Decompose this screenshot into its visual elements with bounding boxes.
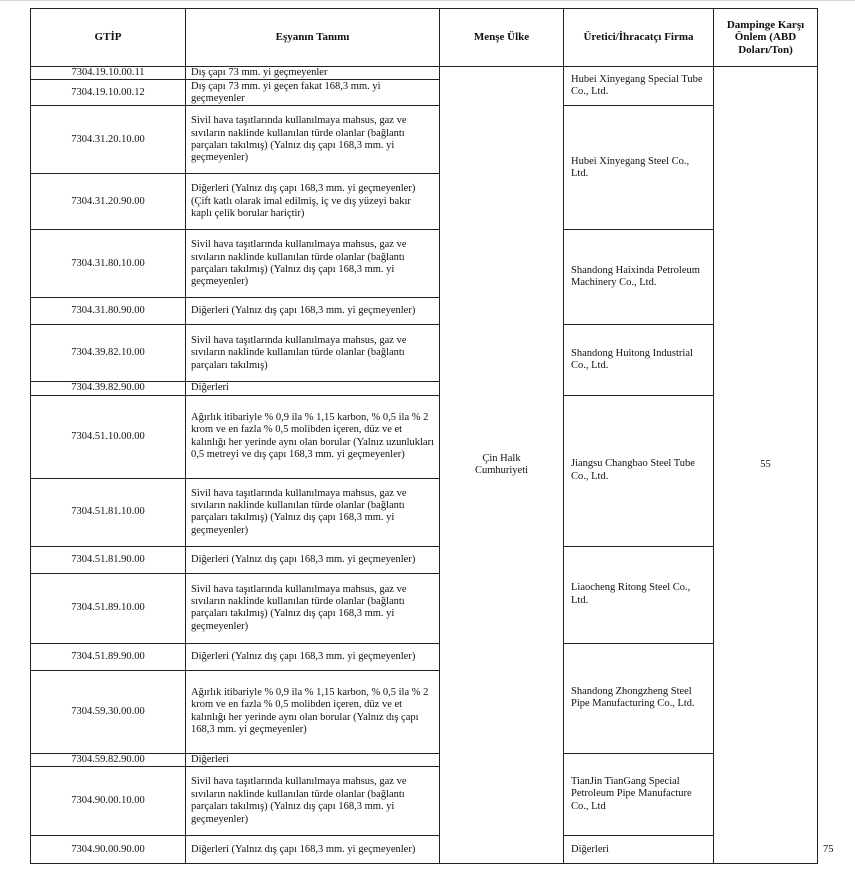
top-rule — [0, 0, 855, 1]
description: Diğerleri (Yalnız dış çapı 168,3 mm. yi geçmeyenler) — [186, 836, 440, 864]
description: Diğerleri (Yalnız dış çapı 168,3 mm. yi geçmeyenler) (Çift katlı olarak imal edilmiş, iç ve dış yüzeyi bakır kaplı çelik borular hariçtir) — [186, 174, 440, 230]
firm-name: Liaocheng Ritong Steel Co., Ltd. — [564, 546, 714, 643]
table-row — [31, 395, 818, 478]
gtip-code: 7304.90.00.10.00 — [31, 767, 186, 836]
gtip-code: 7304.19.10.00.11 — [31, 67, 186, 80]
table-row — [31, 67, 818, 80]
description: Sivil hava taşıtlarında kullanılmaya mahsus, gaz ve sıvıların naklinde kullanılan türde olanlar (bağlantı parçaları takılmış) (Yalnız dış çapı 168,3 mm. yi geçmeyenler) — [186, 230, 440, 298]
description: Dış çapı 73 mm. yi geçmeyenler — [186, 67, 440, 80]
description: Sivil hava taşıtlarında kullanılmaya mahsus, gaz ve sıvıların naklinde kullanılan türde olanlar (bağlantı parçaları takılmış) (Yalnız dış çapı 168,3 mm. yi geçmeyenler) — [186, 106, 440, 174]
description: Ağırlık itibariyle % 0,9 ila % 1,15 karbon, % 0,5 ila % 2 krom ve en fazla % 0,5 molibden içeren, düz ve et kalınlığı her yerinde aynı olan borular (Yalnız dış çapı 168,3 mm. yi geçmeyenler) — [186, 670, 440, 753]
gtip-code: 7304.31.20.10.00 — [31, 106, 186, 174]
description: Diğerleri (Yalnız dış çapı 168,3 mm. yi geçmeyenler) — [186, 298, 440, 325]
header-measure: Dampinge Karşı Önlem (ABD Doları/Ton) — [714, 9, 818, 67]
description: Diğerleri — [186, 753, 440, 766]
gtip-code: 7304.51.10.00.00 — [31, 395, 186, 478]
gtip-code: 7304.31.80.10.00 — [31, 230, 186, 298]
table-row: 7304.90.00.90.00 Diğerleri (Yalnız dış çapı 168,3 mm. yi geçmeyenler) Diğerleri 75 — [31, 836, 818, 864]
description: Diğerleri (Yalnız dış çapı 168,3 mm. yi geçmeyenler) — [186, 546, 440, 573]
firm-name: Hubei Xinyegang Steel Co., Ltd. — [564, 106, 714, 230]
description: Sivil hava taşıtlarında kullanılmaya mahsus, gaz ve sıvıların naklinde kullanılan türde olanlar (bağlantı parçaları takılmış) (Yalnız dış çapı 168,3 mm. yi geçmeyenler) — [186, 767, 440, 836]
gtip-code: 7304.39.82.90.00 — [31, 382, 186, 395]
measure-value: 55 — [714, 67, 818, 864]
gtip-code: 7304.51.81.10.00 — [31, 478, 186, 546]
gtip-code: 7304.31.20.90.00 — [31, 174, 186, 230]
origin-country: Çin Halk Cumhuriyeti — [440, 67, 564, 864]
gtip-code: 7304.90.00.90.00 — [31, 836, 186, 864]
header-origin: Menşe Ülke — [440, 9, 564, 67]
header-description: Eşyanın Tanımı — [186, 9, 440, 67]
gtip-code: 7304.19.10.00.12 — [31, 80, 186, 106]
description: Sivil hava taşıtlarında kullanılmaya mahsus, gaz ve sıvıların naklinde kullanılan türde olanlar (bağlantı parçaları takılmış) — [186, 325, 440, 382]
firm-name: Shandong Zhongzheng Steel Pipe Manufacturing Co., Ltd. — [564, 643, 714, 753]
table-row — [31, 106, 818, 174]
header-row — [31, 9, 818, 67]
description: Dış çapı 73 mm. yi geçen fakat 168,3 mm. yi geçmeyenler — [186, 80, 440, 106]
description: Diğerleri (Yalnız dış çapı 168,3 mm. yi geçmeyenler) — [186, 643, 440, 670]
firm-name: Shandong Haixinda Petroleum Machinery Co., Ltd. — [564, 230, 714, 325]
table-row — [31, 753, 818, 766]
table-row — [31, 643, 818, 670]
table-row — [31, 230, 818, 298]
firm-name: Hubei Xinyegang Special Tube Co., Ltd. — [564, 67, 714, 106]
table-row — [31, 325, 818, 382]
gtip-code: 7304.39.82.10.00 — [31, 325, 186, 382]
gtip-code: 7304.51.89.90.00 — [31, 643, 186, 670]
description: Sivil hava taşıtlarında kullanılmaya mahsus, gaz ve sıvıların naklinde kullanılan türde olanlar (bağlantı parçaları takılmış) (Yalnız dış çapı 168,3 mm. yi geçmeyenler) — [186, 478, 440, 546]
description: Sivil hava taşıtlarında kullanılmaya mahsus, gaz ve sıvıların naklinde kullanılan türde olanlar (bağlantı parçaları takılmış) (Yalnız dış çapı 168,3 mm. yi geçmeyenler) — [186, 573, 440, 643]
description: Diğerleri — [186, 382, 440, 395]
firm-name: Diğerleri — [564, 836, 714, 864]
header-firm: Üretici/İhracatçı Firma — [564, 9, 714, 67]
gtip-code: 7304.51.81.90.00 — [31, 546, 186, 573]
gtip-code: 7304.51.89.10.00 — [31, 573, 186, 643]
gtip-code: 7304.59.30.00.00 — [31, 670, 186, 753]
firm-name: Jiangsu Changbao Steel Tube Co., Ltd. — [564, 395, 714, 546]
dumping-measures-table — [30, 8, 834, 864]
header-gtip: GTİP — [31, 9, 186, 67]
gtip-code: 7304.59.82.90.00 — [31, 753, 186, 766]
description: Ağırlık itibariyle % 0,9 ila % 1,15 karbon, % 0,5 ila % 2 krom ve en fazla % 0,5 molibden içeren, düz ve et kalınlığı her yerinde aynı olan borular (Yalnız uzunlukları 0,5 metreyi ve dış çapı 168,3 mm. yi geçmeyenler) — [186, 395, 440, 478]
table-row — [31, 546, 818, 573]
firm-name: Shandong Huitong Industrial Co., Ltd. — [564, 325, 714, 395]
gtip-code: 7304.31.80.90.00 — [31, 298, 186, 325]
firm-name: TianJin TianGang Special Petroleum Pipe Manufacture Co., Ltd — [564, 753, 714, 835]
